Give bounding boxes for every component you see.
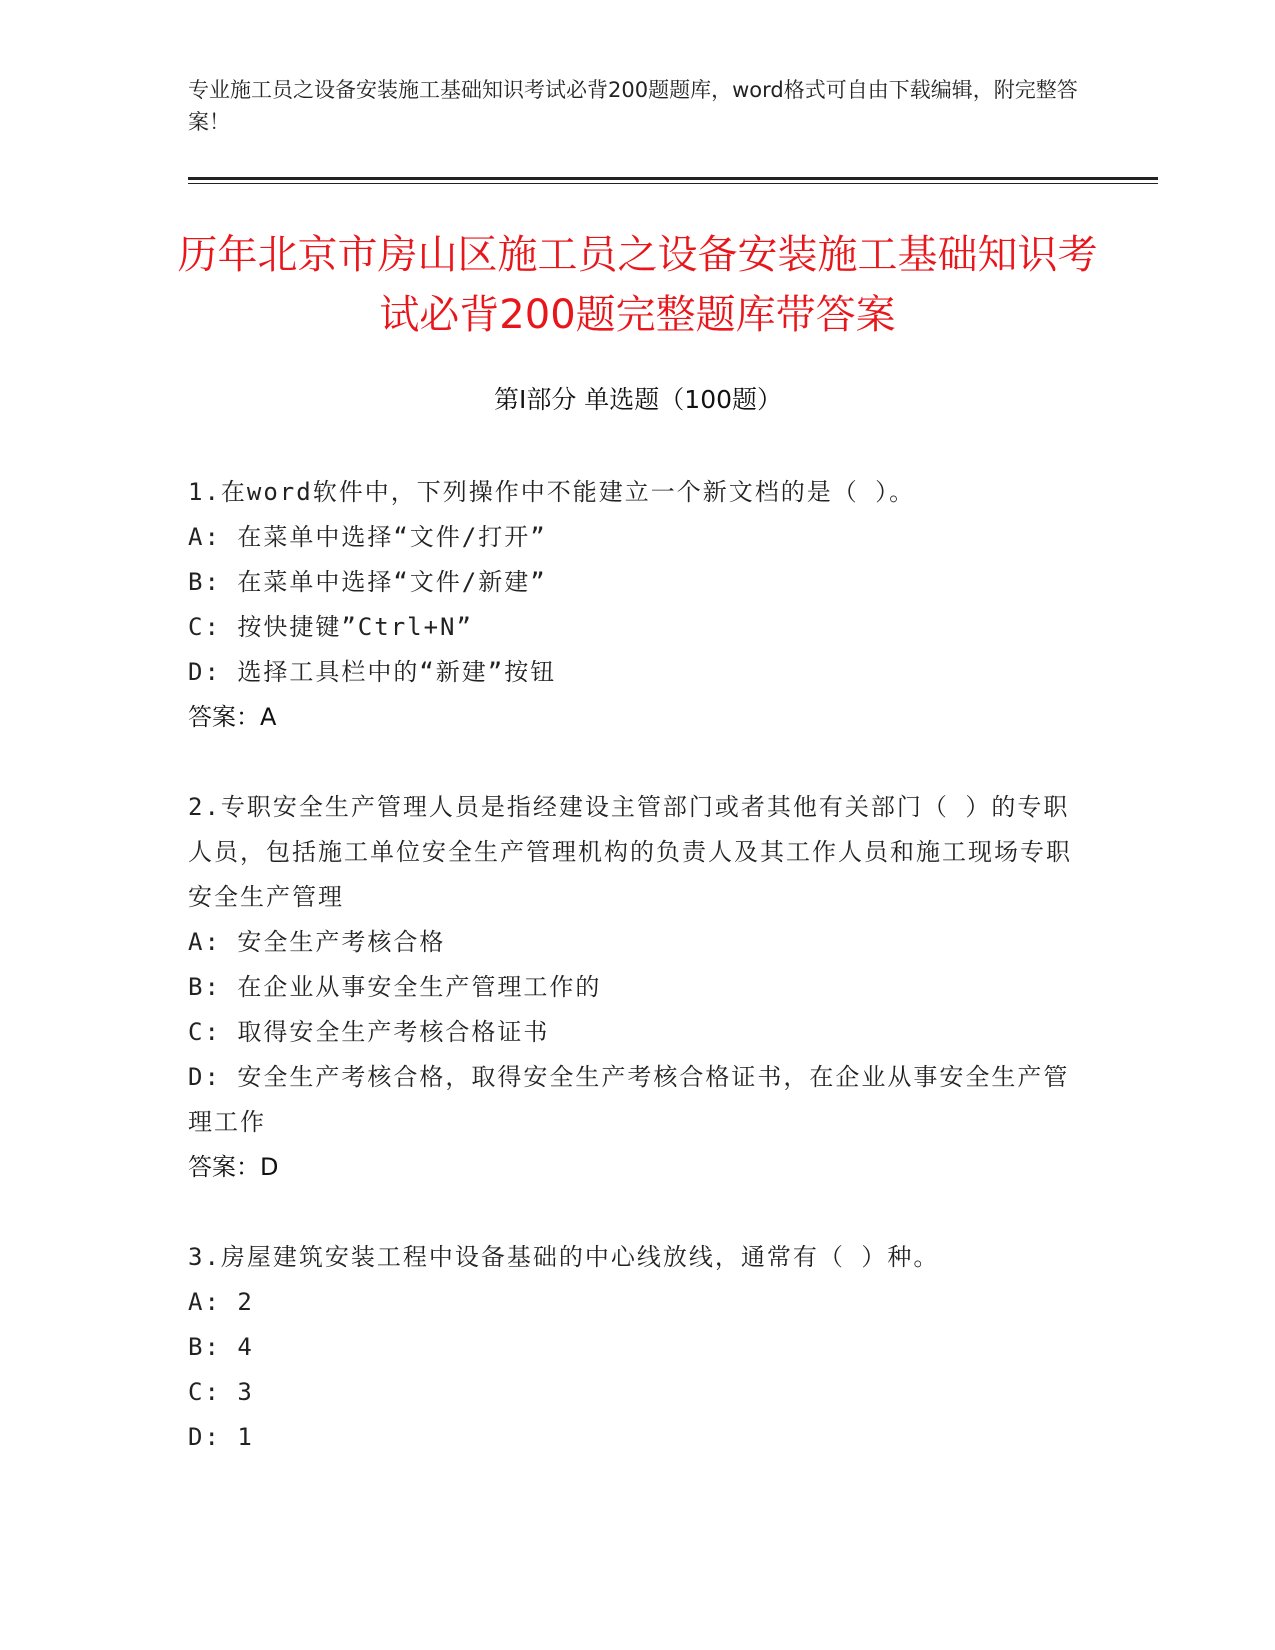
option-b: B: 4 [188, 1333, 254, 1361]
option-c: C: 取得安全生产考核合格证书 [188, 1018, 550, 1046]
question-stem: 2.专职安全生产管理人员是指经建设主管部门或者其他有关部门（ ）的专职人员，包括施工单位安全生产管理机构的负责人及其工作人员和施工现场专职安全生产管理 [188, 793, 1072, 911]
option-a: A: 2 [188, 1288, 254, 1316]
option-a: A: 安全生产考核合格 [188, 928, 446, 956]
question-stem: 3.房屋建筑安装工程中设备基础的中心线放线，通常有（ ）种。 [188, 1243, 940, 1271]
option-d: D: 选择工具栏中的“新建”按钮 [188, 658, 557, 686]
option-b: B: 在企业从事安全生产管理工作的 [188, 973, 602, 1001]
option-c: C: 按快捷键”Ctrl+N” [188, 613, 473, 641]
question-3 [188, 1235, 1088, 1460]
section-title: 第Ⅰ部分 单选题（100题） [493, 385, 783, 414]
header-divider-thin [188, 183, 1158, 184]
option-d: D: 1 [188, 1423, 254, 1451]
option-c: C: 3 [188, 1378, 254, 1406]
answer: 答案：D [188, 1153, 279, 1181]
question-stem: 1.在word软件中，下列操作中不能建立一个新文档的是（ ）。 [188, 478, 916, 506]
answer: 答案：A [188, 703, 277, 731]
option-a: A: 在菜单中选择“文件/打开” [188, 523, 547, 551]
question-2 [188, 785, 1088, 1190]
document-title: 历年北京市房山区施工员之设备安装施工基础知识考试必背200题完整题库带答案 [177, 232, 1098, 338]
option-b: B: 在菜单中选择“文件/新建” [188, 568, 547, 596]
option-d: D: 安全生产考核合格，取得安全生产考核合格证书，在企业从事安全生产管理工作 [188, 1063, 1070, 1136]
header-divider-thick [188, 177, 1158, 180]
question-list [188, 470, 1088, 1505]
header-note: 专业施工员之设备安装施工基础知识考试必背200题题库，word格式可自由下载编辑，附完整答案！ [188, 78, 1078, 134]
question-1 [188, 470, 1088, 740]
